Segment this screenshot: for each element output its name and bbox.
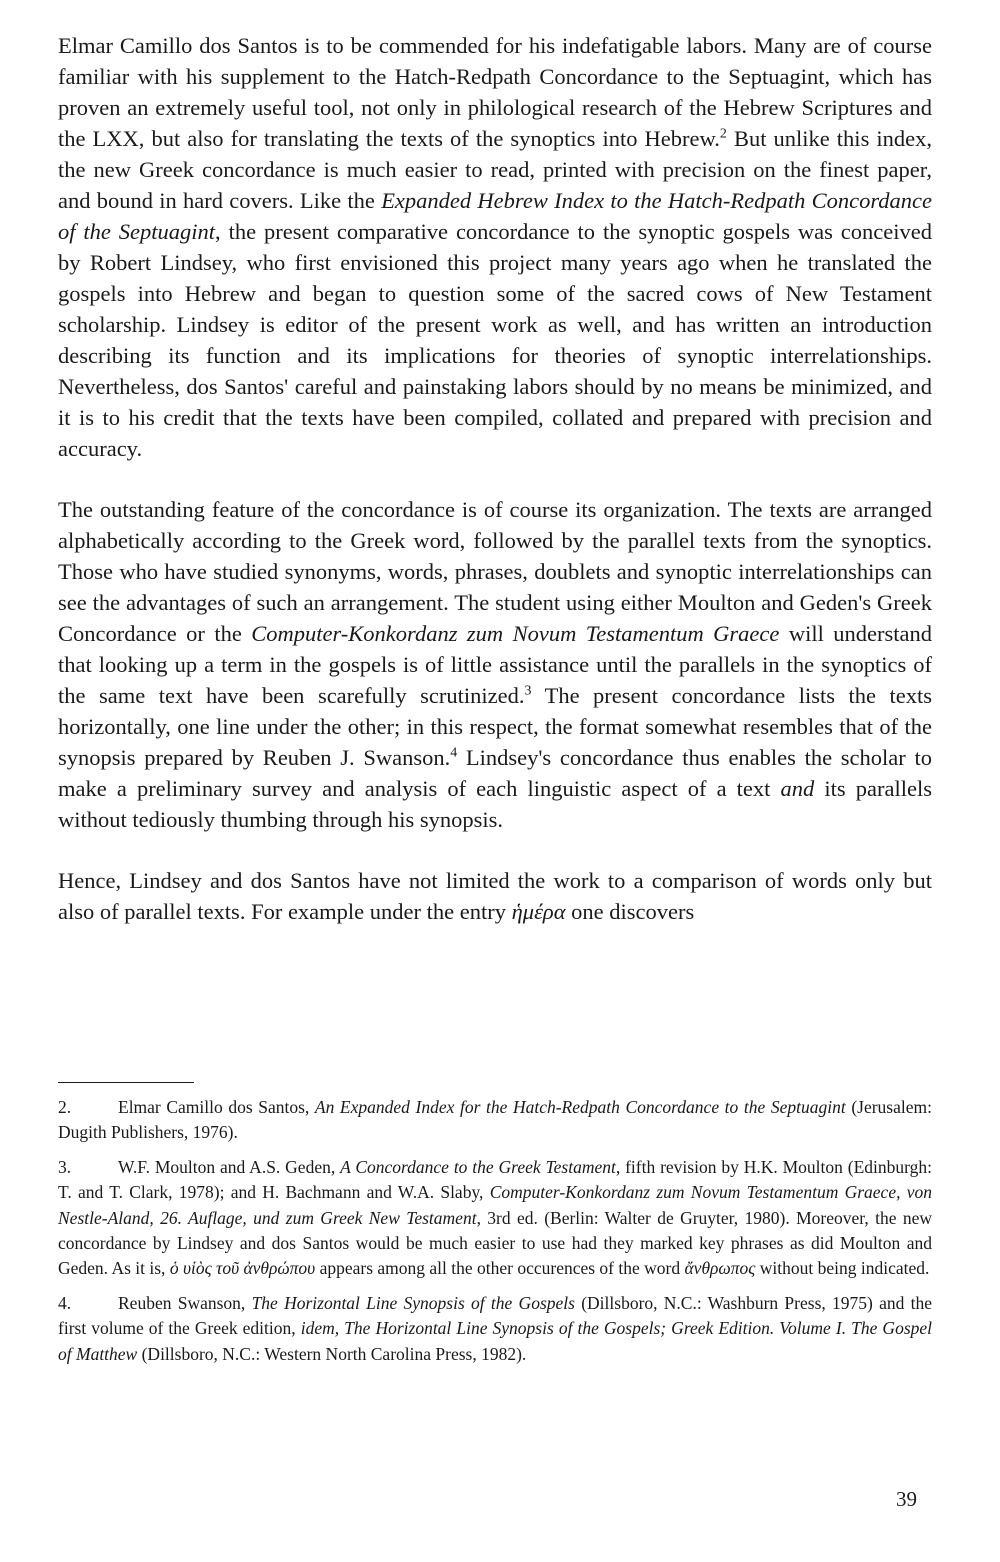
footnote-divider — [58, 1082, 194, 1083]
footnote-2 — [58, 1095, 932, 1146]
footnote-3 — [58, 1155, 932, 1282]
main-text — [58, 30, 932, 927]
footnote-2-text-b: (Jerusalem: Dugith Publishers, 1976). — [58, 1097, 932, 1143]
footnote-3-greek-phrase: ὁ υἱὸς τοῦ ἀνθρώπου — [169, 1258, 316, 1279]
footnote-3-text-d: appears among all the other occurences of the word — [315, 1258, 685, 1279]
paragraph-2-text-e: its parallels without tediously thumbing through his synopsis. — [58, 776, 932, 832]
paragraph-2-text-b: will understand that looking up a term in the gospels is of little assistance until the parallels in the synoptics of the same text have been scarefully scrutinized. — [58, 621, 932, 708]
footnote-3-greek-word: ἄνθρωπος — [684, 1258, 756, 1279]
footnote-2-title: An Expanded Index for the Hatch-Redpath Concordance to the Septuagint — [314, 1097, 846, 1117]
footnote-4-number: 4. — [58, 1292, 72, 1313]
footnote-4-title-1: The Horizontal Line Synopsis of the Gospels — [251, 1292, 575, 1313]
paragraph-3-text-a: Hence, Lindsey and dos Santos have not limited the work to a comparison of words only but also of parallel texts. For example under the entry — [58, 868, 932, 924]
emphasis-and: and — [780, 776, 815, 801]
footnote-ref-2[interactable]: 2 — [719, 126, 727, 142]
footnote-2-text-a: Elmar Camillo dos Santos, — [118, 1097, 315, 1117]
paragraph-3-text-b: one discovers — [565, 899, 695, 924]
paragraph-3 — [58, 865, 932, 927]
paragraph-1 — [58, 30, 932, 464]
footnote-ref-4[interactable]: 4 — [450, 745, 458, 761]
footnote-4-title-2: idem, The Horizontal Line Synopsis of the Gospels; Greek Edition. Volume I. The Gospel of Matthew — [58, 1318, 933, 1364]
footnote-3-title-2: Computer-Konkordanz zum Novum Testamentum Graece, von Nestle-Aland, 26. Auflage, und zum Greek New Testament — [58, 1182, 932, 1228]
footnote-ref-3[interactable]: 3 — [524, 683, 532, 699]
paragraph-2 — [58, 494, 932, 835]
footnote-4-text-a: Reuben Swanson, — [118, 1292, 252, 1313]
footnote-2-number: 2. — [58, 1097, 72, 1117]
footnote-3-number: 3. — [58, 1156, 72, 1177]
footnote-3-title-1: A Concordance to the Greek Testament — [340, 1156, 616, 1177]
paragraph-2-text-c: The present concordance lists the texts horizontally, one line under the other; in this respect, the format somewhat resembles that of the synopsis prepared by Reuben J. Swanson. — [58, 683, 932, 770]
page-number: 39 — [896, 1487, 917, 1511]
paragraph-1-text-a: Elmar Camillo dos Santos is to be commended for his indefatigable labors. Many are of course familiar with his supplement to the Hatch-Redpath Concordance to the Septuagint, which has proven an extremely useful tool, not only in philological research of the Hebrew Scriptures and the LXX, but also for translating the texts of the synoptics into Hebrew. — [58, 33, 932, 151]
paragraph-2-text-d: Lindsey's concordance thus enables the scholar to make a preliminary survey and analysis of each linguistic aspect of a text — [58, 745, 932, 801]
footnote-4-text-b: (Dillsboro, N.C.: Washburn Press, 1975) and the first volume of the Greek edition, — [58, 1292, 933, 1339]
paragraph-1-text-c: , the present comparative concordance to the synoptic gospels was conceived by Robert Lindsey, who first envisioned this project many years ago when he translated the gospels into Hebrew and began to question some of the sacred cows of New Testament scholarship. Lindsey is editor of the present work as well, and has written an introduction describing its function and its implications for theories of synoptic interrelationships. Nevertheless, dos Santos' careful and painstaking labors should by no means be minimized, and it is to his credit that the texts have been compiled, collated and prepared with precision and accuracy. — [58, 219, 932, 461]
footnote-3-text-a: W.F. Moulton and A.S. Geden, — [118, 1156, 341, 1177]
paragraph-2-text-a: The outstanding feature of the concordance is of course its organization. The texts are arranged alphabetically according to the Greek word, followed by the parallel texts from the synoptics. Those who have studied synonyms, words, phrases, doublets and synoptic interrelationships can see the advantages of such an arrangement. The student using either Moulton and Geden's Greek Concordance or the — [58, 497, 932, 646]
footnote-3-text-b: , fifth revision by H.K. Moulton (Edinburgh: T. and T. Clark, 1978); and H. Bachmann and W.A. Slaby, — [58, 1156, 932, 1203]
footnote-3-text-c: , 3rd ed. (Berlin: Walter de Gruyter, 1980). Moreover, the new concordance by Lindsey and dos Santos would be much easier to use had they marked key phrases as did Moulton and Geden. As it is, — [58, 1207, 932, 1279]
greek-word-hemera: ἡμέρα — [511, 899, 566, 924]
footnote-3-text-e: without being indicated. — [755, 1258, 930, 1279]
cited-title-computer-konkordanz: Computer-Konkordanz zum Novum Testamentum Graece — [251, 621, 780, 646]
cited-title-expanded-hebrew-index: Expanded Hebrew Index to the Hatch-Redpath Concordance of the Septuagint — [58, 188, 932, 244]
footnote-4-text-c: (Dillsboro, N.C.: Western North Carolina Press, 1982). — [137, 1343, 527, 1364]
paragraph-1-text-b: But unlike this index, the new Greek concordance is much easier to read, printed with precision on the finest paper, and bound in hard covers. Like the — [58, 126, 932, 213]
footnote-4 — [58, 1291, 932, 1367]
footnotes — [58, 1082, 932, 1367]
